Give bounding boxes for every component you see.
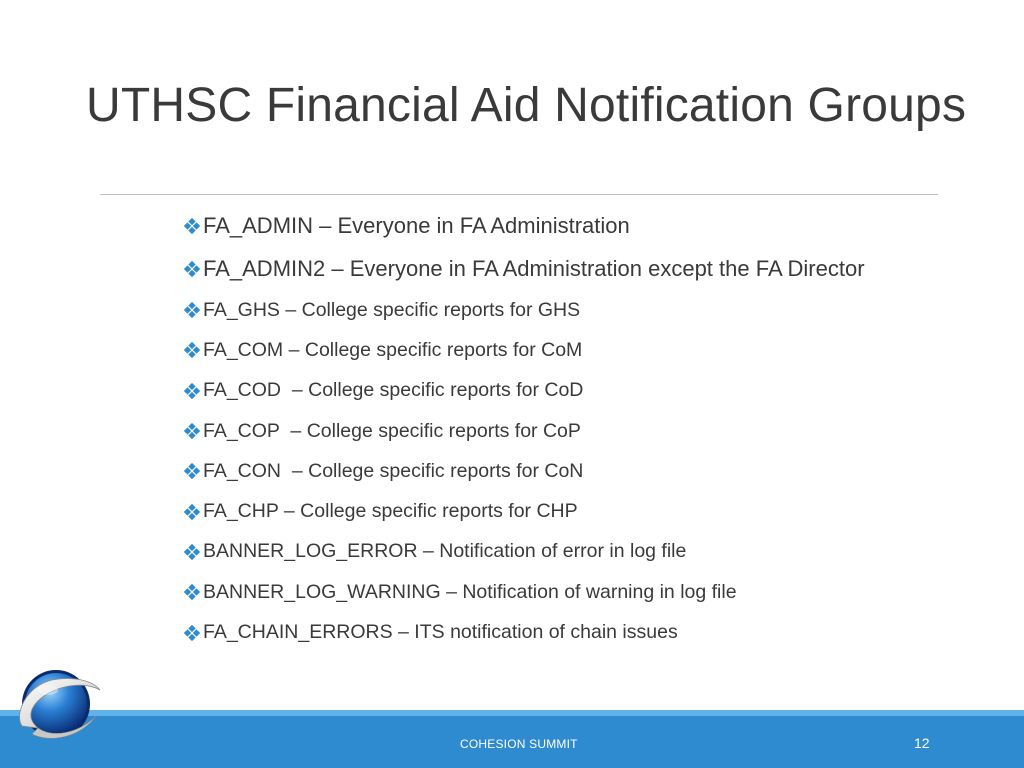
- bullet-text: FA_ADMIN2 – Everyone in FA Administration except the FA Director: [203, 255, 865, 281]
- bullet-item: [183, 330, 865, 370]
- diamond-bullet-icon: [183, 301, 201, 319]
- diamond-bullet-icon: [183, 583, 201, 601]
- bullet-text: FA_COD – College specific reports for CoD: [203, 379, 584, 402]
- bullet-item: [183, 371, 865, 411]
- diamond-bullet-icon: [183, 503, 201, 521]
- bullet-text: FA_COM – College specific reports for CoM: [203, 338, 583, 361]
- diamond-bullet-icon: [183, 260, 201, 278]
- diamond-bullet-icon: [183, 624, 201, 642]
- bullet-item: [183, 204, 865, 247]
- diamond-bullet-icon: [183, 543, 201, 561]
- diamond-bullet-icon: [183, 341, 201, 359]
- bullet-item: [183, 491, 865, 531]
- bullet-item: [183, 290, 865, 330]
- title-divider: [100, 194, 938, 195]
- diamond-bullet-icon: [183, 462, 201, 480]
- diamond-bullet-icon: [183, 382, 201, 400]
- footer-text: COHESION SUMMIT: [460, 737, 578, 751]
- bullet-text: FA_CHAIN_ERRORS – ITS notification of chain issues: [203, 621, 678, 644]
- bullet-text: FA_ADMIN – Everyone in FA Administration: [203, 212, 630, 238]
- bullet-item: [183, 532, 865, 572]
- bullet-item: [183, 572, 865, 612]
- bullet-text: FA_CON – College specific reports for CoN: [203, 459, 584, 482]
- diamond-bullet-icon: [183, 217, 201, 235]
- bullet-item: [183, 411, 865, 451]
- page-number: 12: [914, 735, 930, 751]
- bullet-item: [183, 451, 865, 491]
- bullet-item: [183, 612, 865, 652]
- bullet-text: BANNER_LOG_ERROR – Notification of error in log file: [203, 540, 687, 563]
- bullet-text: BANNER_LOG_WARNING – Notification of warning in log file: [203, 580, 737, 603]
- slide-title: UTHSC Financial Aid Notification Groups: [86, 79, 967, 132]
- bullet-text: FA_COP – College specific reports for CoP: [203, 419, 581, 442]
- bullet-text: FA_CHP – College specific reports for CHP: [203, 500, 578, 523]
- bullet-text: FA_GHS – College specific reports for GHS: [203, 298, 581, 321]
- diamond-bullet-icon: [183, 422, 201, 440]
- bullet-list: [183, 204, 865, 653]
- cohesion-globe-logo-icon: [12, 666, 106, 746]
- footer-band-highlight: [0, 710, 1024, 716]
- bullet-item: [183, 247, 865, 290]
